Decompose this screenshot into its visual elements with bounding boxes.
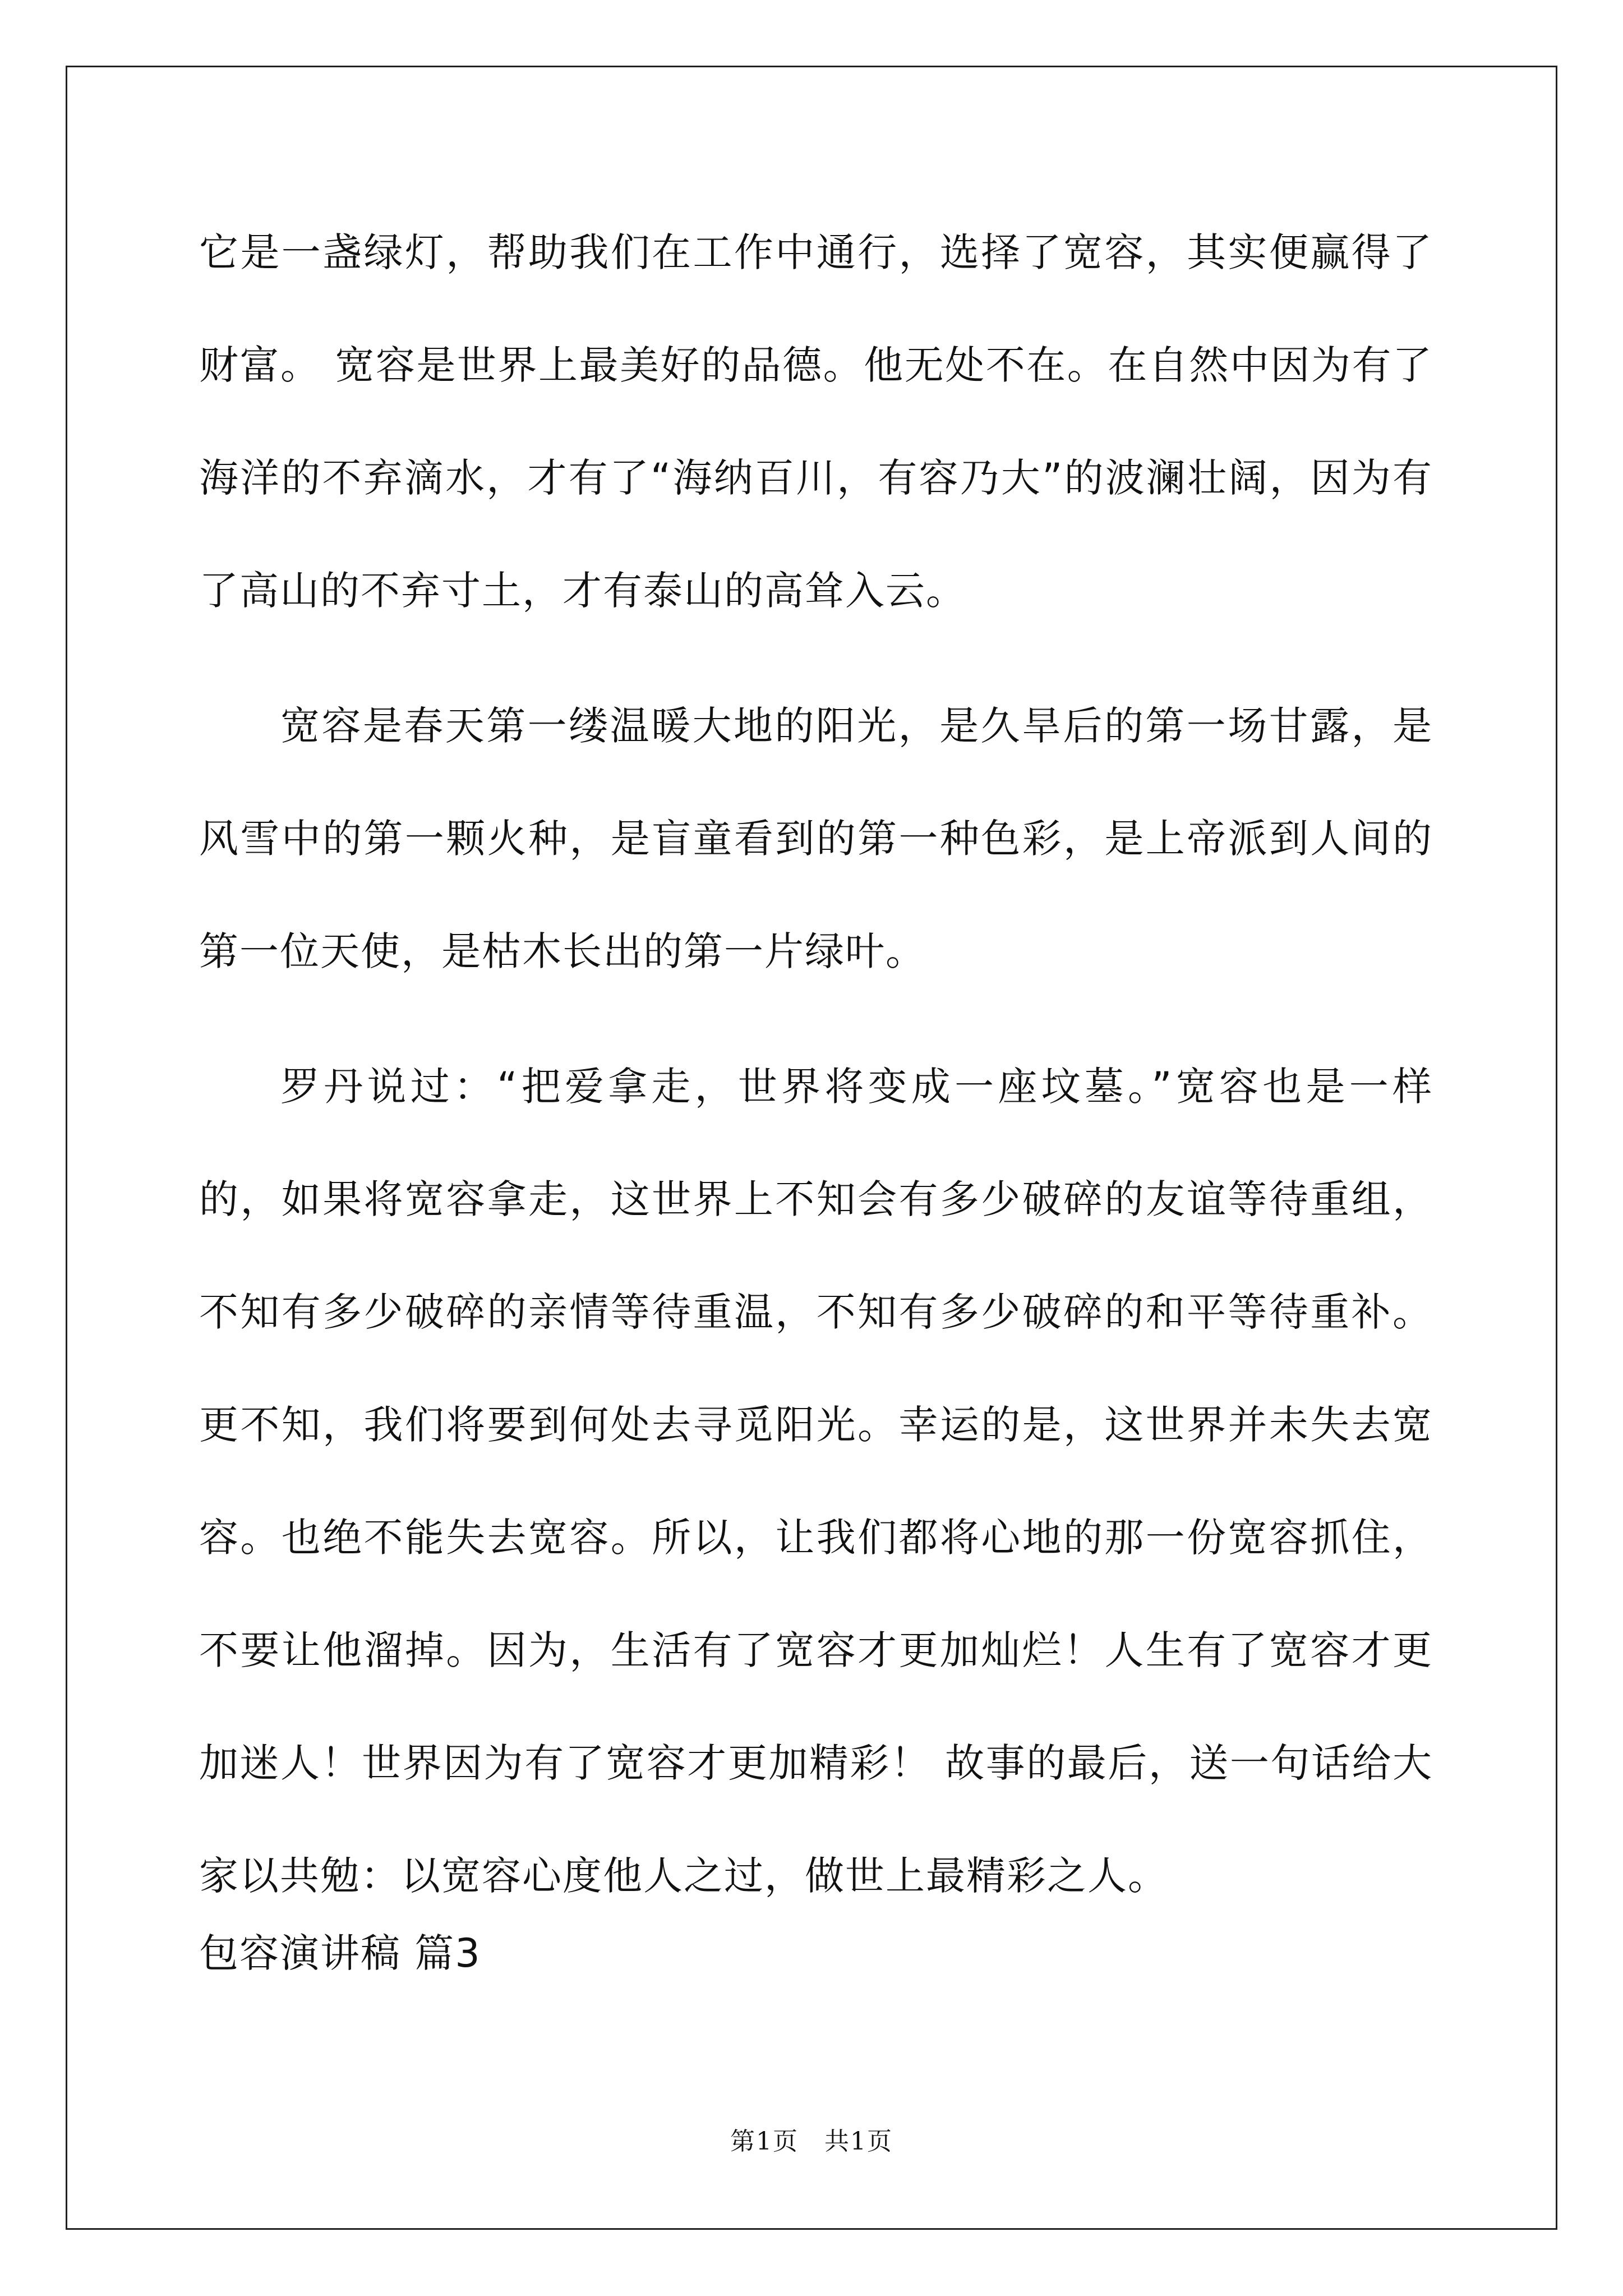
paragraph-3: 罗丹说过：“把爱拿走，世界将变成一座坟墓。”宽容也是一样的，如果将宽容拿走，这世界上不知会有多少破碎的友谊等待重组，不知有多少破碎的亲情等待重温，不知有多少破碎的和平等待重补。更不知，我们将要到何处去寻觅阳光。幸运的是，这世界并未失去宽容。也绝不能失去宽容。所以，让我们都将心地的那一份宽容抓住，不要让他溜掉。因为，生活有了宽容才更加灿烂！人生有了宽容才更加迷人！世界因为有了宽容才更加精彩！ 故事的最后，送一句话给大家以共勉：以宽容心度他人之过，做世上最精彩之人。 — [199, 1064, 1433, 1899]
document-body — [199, 196, 1433, 1955]
page-footer: 第1页 共1页 — [730, 2127, 893, 2156]
paragraph-2: 宽容是春天第一缕温暖大地的阳光，是久旱后的第一场甘露，是风雪中的第一颗火种，是盲童看到的第一种色彩，是上帝派到人间的第一位天使，是枯木长出的第一片绿叶。 — [199, 703, 1433, 974]
paragraph-1: 它是一盏绿灯，帮助我们在工作中通行，选择了宽容，其实便赢得了财富。 宽容是世界上最美好的品德。他无处不在。在自然中因为有了海洋的不弃滴水，才有了“海纳百川，有容乃大”的波澜壮阔，因为有了高山的不弃寸土，才有泰山的高耸入云。 — [199, 229, 1433, 614]
section-heading: 包容演讲稿 篇3 — [199, 1930, 481, 1976]
